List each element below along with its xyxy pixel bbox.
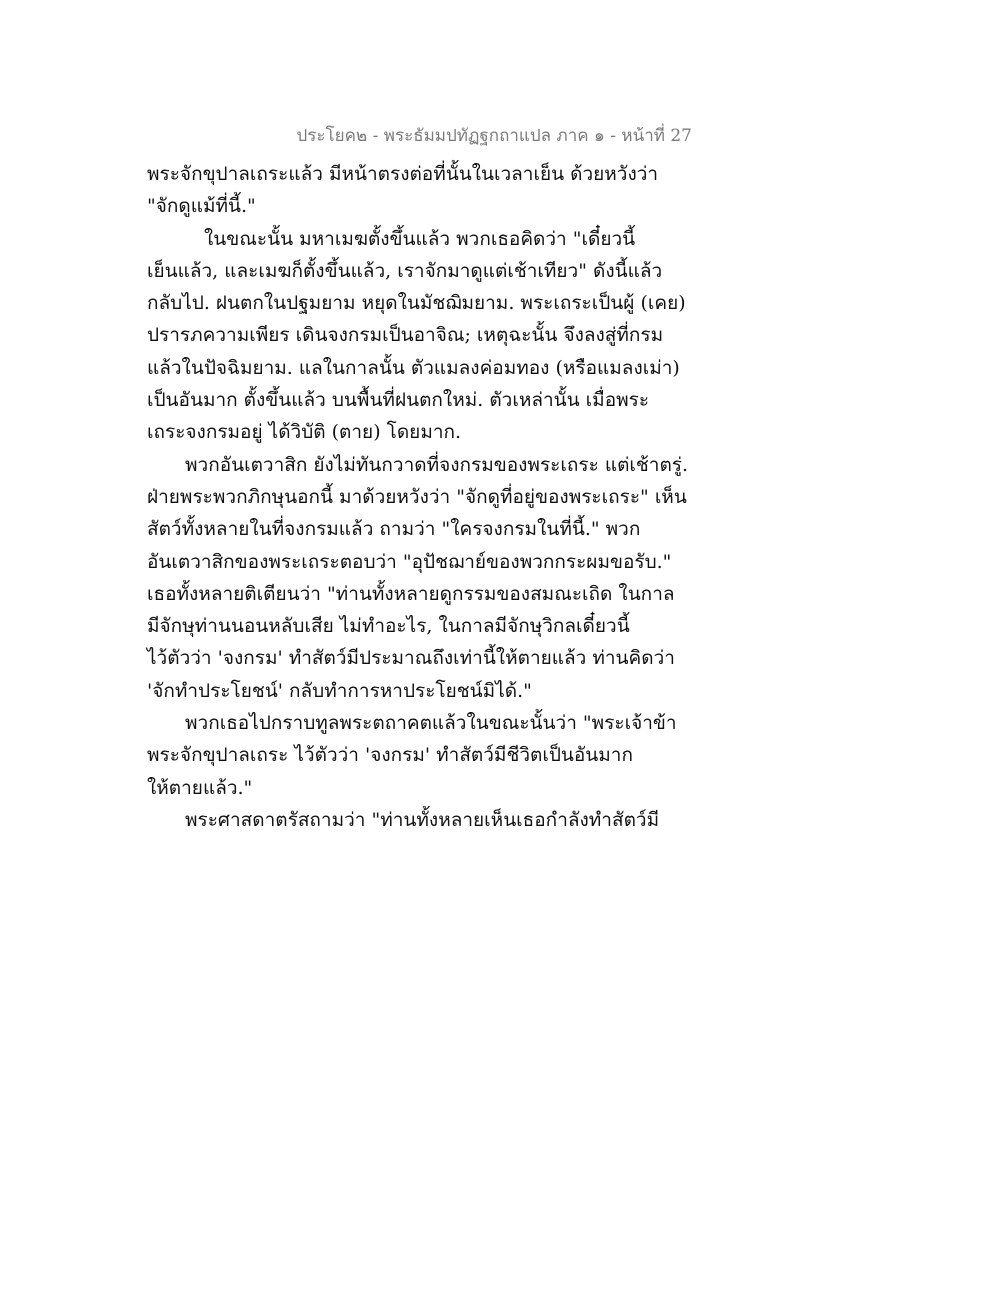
text-line: เป็นอันมาก ตั้งขึ้นแล้ว บนพื้นที่ฝนตกใหม่. ตัวเหล่านั้น เมื่อพระ: [147, 389, 650, 412]
text-line: ในขณะนั้น มหาเมฆตั้งขึ้นแล้ว พวกเธอคิดว่า "เดี๋ยวนี้: [204, 227, 636, 250]
text-line: เถระจงกรมอยู่ ได้วิบัติ (ตาย) โดยมาก.: [147, 421, 462, 444]
text-line: มีจักษุท่านนอนหลับเสีย ไม่ทำอะไร, ในกาลมีจักษุวิกลเดี๋ยวนี้: [147, 615, 630, 638]
text-line: พระจักขุปาลเถระแล้ว มีหน้าตรงต่อที่นั้นในเวลาเย็น ด้วยหวังว่า: [147, 163, 659, 185]
text-line: เธอทั้งหลายติเตียนว่า "ท่านทั้งหลายดูกรรมของสมณะเถิด ในกาล: [147, 582, 675, 605]
text-line: ให้ตายแล้ว.": [147, 776, 253, 799]
text-line: ปรารภความเพียร เดินจงกรมเป็นอาจิณ; เหตุฉะนั้น จึงลงสู่ที่กรม: [147, 324, 664, 347]
running-header: ประโยค๒ - พระธัมมปทัฏฐกถาแปล ภาค ๑ - หน้าที่ 27: [296, 126, 692, 146]
text-line: เย็นแล้ว, และเมฆก็ตั้งขึ้นแล้ว, เราจักมาดูแต่เช้าเทียว" ดังนี้แล้ว: [147, 259, 663, 282]
body-text: [147, 158, 707, 836]
text-line: กลับไป. ฝนตกในปฐมยาม หยุดในมัชฌิมยาม. พระเถระเป็นผู้ (เคย): [147, 292, 686, 315]
text-line: พระศาสดาตรัสถามว่า "ท่านทั้งหลายเห็นเธอกำลังทำสัตว์มี: [185, 808, 660, 831]
text-line: ไว้ตัวว่า 'จงกรม' ทำสัตว์มีประมาณถึงเท่านี้ให้ตายแล้ว ท่านคิดว่า: [147, 647, 675, 670]
text-line: 'จักทำประโยชน์' กลับทำการหาประโยชน์มิได้.": [147, 679, 532, 702]
text-line: แล้วในปัจฉิมยาม. แลในกาลนั้น ตัวแมลงค่อมทอง (หรือแมลงเม่า): [147, 356, 680, 379]
text-line: พวกเธอไปกราบทูลพระตถาคตแล้วในขณะนั้นว่า "พระเจ้าข้า: [185, 712, 677, 735]
text-line: "จักดูแม้ที่นี้.": [147, 195, 256, 218]
text-line: สัตว์ทั้งหลายในที่จงกรมแล้ว ถามว่า "ใครจงกรมในที่นี้." พวก: [147, 518, 641, 541]
text-line: พระจักขุปาลเถระ ไว้ตัวว่า 'จงกรม' ทำสัตว์มีชีวิตเป็นอันมาก: [147, 744, 633, 767]
text-line: พวกอันเตวาสิก ยังไม่ทันกวาดที่จงกรมของพระเถระ แต่เช้าตรู่.: [185, 453, 689, 476]
text-line: อันเตวาสิกของพระเถระตอบว่า "อุปัชฌาย์ของพวกกระผมขอรับ.": [147, 550, 672, 573]
text-line: ฝ่ายพระพวกภิกษุนอกนี้ มาด้วยหวังว่า "จักดูที่อยู่ของพระเถระ" เห็น: [147, 485, 687, 508]
